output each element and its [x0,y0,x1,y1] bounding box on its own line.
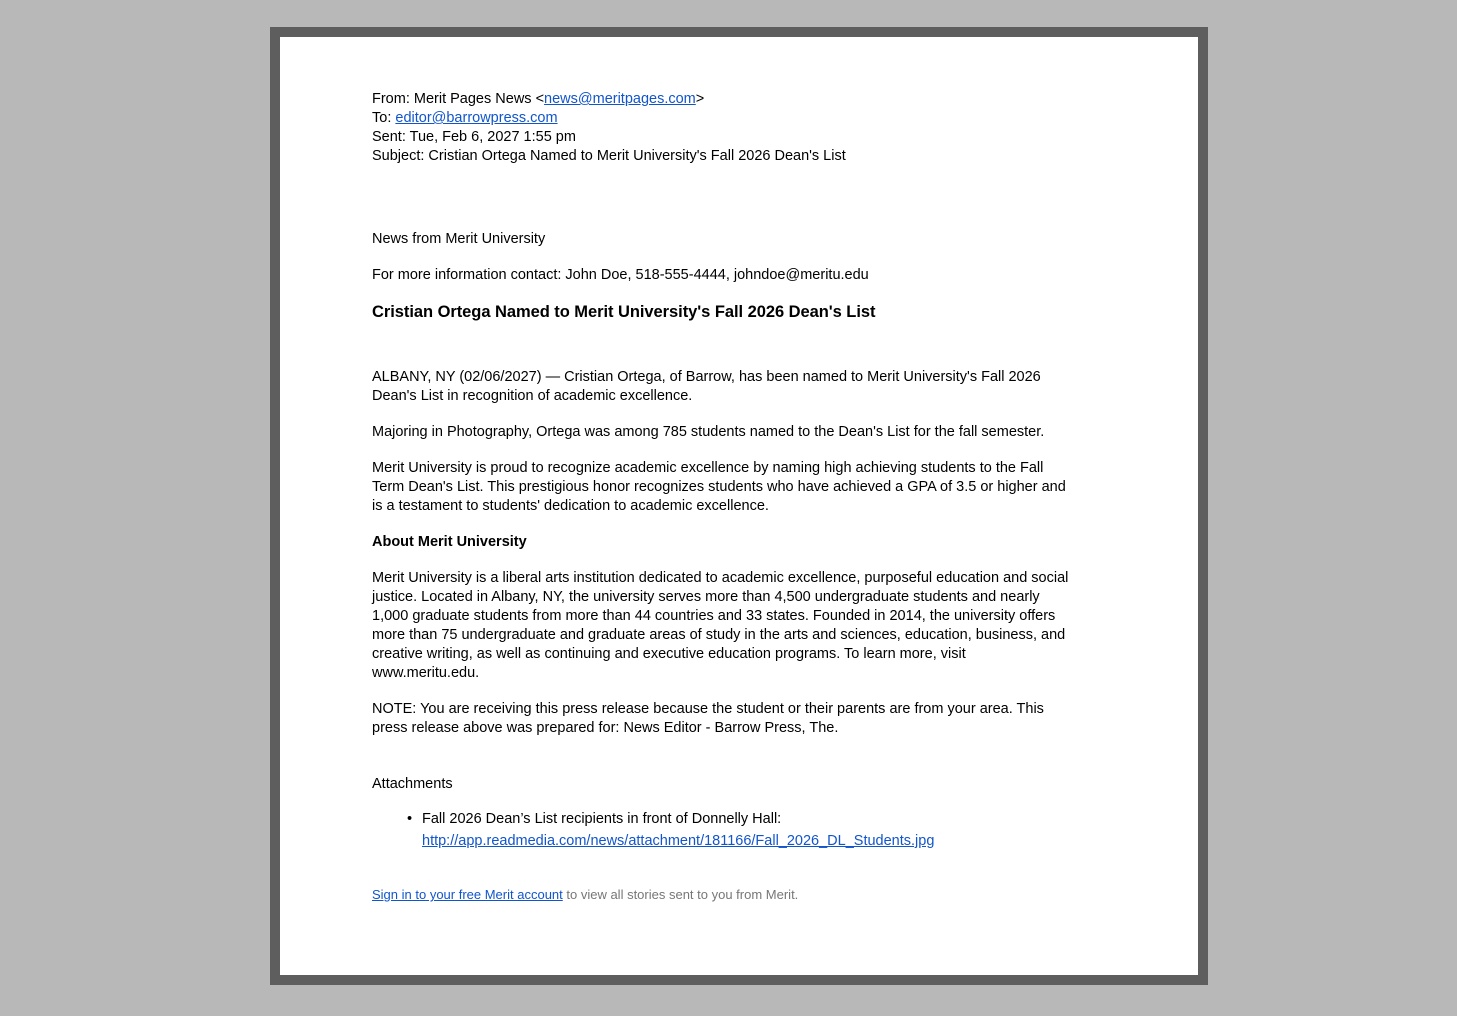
paragraph-dateline: ALBANY, NY (02/06/2027) — Cristian Ortega, of Barrow, has been named to Merit University's Fall 2026 Dean's List in recognition of academic excellence. [372,369,1041,404]
attachment-description: Fall 2026 Dean’s List recipients in front of Donnelly Hall: [422,811,782,827]
from-label: From: Merit Pages News < [372,91,545,107]
attachment-list [372,808,1072,852]
from-close-bracket: > [695,91,705,107]
footer-note [372,886,1072,904]
mail-header-subject: Subject: Cristian Ortega Named to Merit University's Fall 2026 Dean's List [372,148,846,164]
about-heading: About Merit University [372,534,527,550]
sign-in-link[interactable]: Sign in to your free Merit account [372,887,563,902]
list-item [407,808,1072,852]
footer-trailing-text: to view all stories sent to you from Merit. [562,887,799,902]
header-body-spacer [372,166,1072,230]
email-window [270,27,1208,985]
mail-header-from [372,90,1072,109]
paragraph-note: NOTE: You are receiving this press release because the student or their parents are from your area. This press release above was prepared for: News Editor - Barrow Press, The. [372,701,1044,736]
to-label: To: [372,110,396,126]
paragraph-deans-list: Merit University is proud to recognize academic excellence by naming high achieving students to the Fall Term Dean's List. This prestigious honor recognizes students who have achieved a GPA of 3.5 or higher and is a testament to students' dedication to academic excellence. [372,460,1066,514]
attachments-heading: Attachments [372,776,453,792]
paragraph-about: Merit University is a liberal arts institution dedicated to academic excellence, purposeful education and social justice. Located in Albany, NY, the university serves more than 4,500 undergraduate students and nearly 1,000 graduate students from more than 44 countries and 33 states. Founded in 2014, the university offers more than 75 undergraduate and graduate areas of study in the arts and sciences, education, business, and creative writing, as well as continuing and executive education programs. To learn more, visit www.meritu.edu. [372,570,1069,681]
mail-header-sent: Sent: Tue, Feb 6, 2027 1:55 pm [372,129,576,145]
paragraph-major: Majoring in Photography, Ortega was among 785 students named to the Dean's List for the fall semester. [372,424,1045,440]
email-content [280,37,1072,904]
news-from-line: News from Merit University [372,231,546,247]
email-body [372,230,1072,904]
press-release-headline: Cristian Ortega Named to Merit University's Fall 2026 Dean's List [372,303,876,321]
attachment-url-link[interactable]: http://app.readmedia.com/news/attachment/181166/Fall_2026_DL_Students.jpg [422,833,935,849]
mail-header-to [372,109,1072,128]
email-scroll-area[interactable] [280,37,1198,975]
mail-header-block [372,90,1072,166]
bullet-icon: • [407,811,413,827]
to-email-link[interactable]: editor@barrowpress.com [395,110,558,126]
contact-line: For more information contact: John Doe, 518-555-4444, johndoe@meritu.edu [372,267,869,283]
from-email-link[interactable]: news@meritpages.com [544,91,696,107]
